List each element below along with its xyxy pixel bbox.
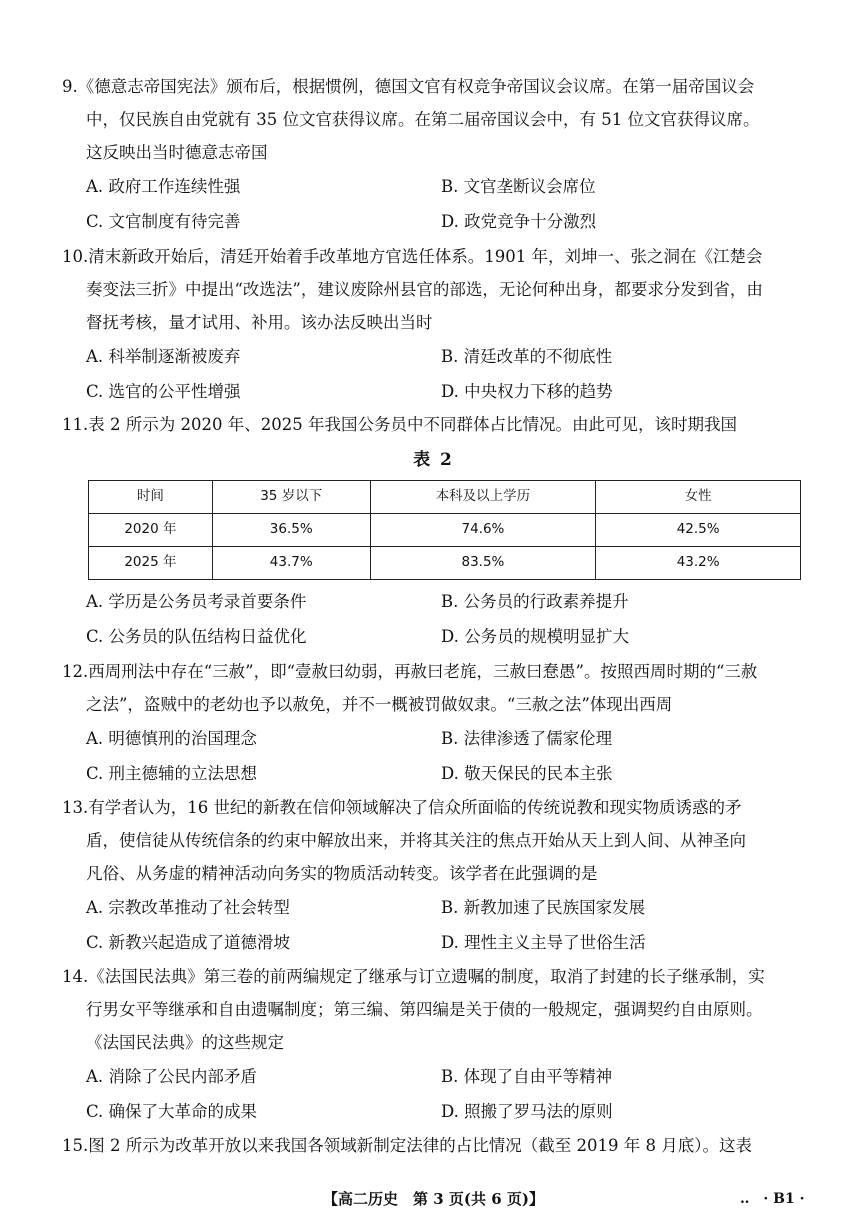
option-c: C. 新教兴起造成了道德滑坡 bbox=[86, 933, 291, 952]
question-stem-line: 10.清末新政开始后，清廷开始着手改革地方官选任体系。1901 年，刘坤一、张之洞在《江楚会 bbox=[62, 247, 763, 266]
table-header-cell: 本科及以上学历 bbox=[370, 481, 596, 514]
option-d: D. 公务员的规模明显扩大 bbox=[441, 627, 630, 646]
option-a: A. 学历是公务员考录首要条件 bbox=[86, 592, 307, 611]
question-stem-line: 11.表 2 所示为 2020 年、2025 年我国公务员中不同群体占比情况。由此可见，该时期我国 bbox=[62, 415, 737, 434]
option-c: C. 文官制度有待完善 bbox=[86, 212, 241, 231]
paper-code: ‥ · B1 · bbox=[740, 1191, 805, 1207]
option-d: D. 中央权力下移的趋势 bbox=[441, 382, 613, 401]
question-9 bbox=[62, 70, 802, 239]
option-a: A. 消除了公民内部矛盾 bbox=[86, 1067, 257, 1086]
option-b: B. 新教加速了民族国家发展 bbox=[441, 898, 646, 917]
option-b: B. 法律渗透了儒家伦理 bbox=[441, 729, 613, 748]
question-stem-line: 这反映出当时德意志帝国 bbox=[86, 143, 268, 162]
table-header-cell: 时间 bbox=[89, 481, 213, 514]
question-stem-line: 《法国民法典》的这些规定 bbox=[86, 1033, 284, 1052]
question-11-options bbox=[62, 584, 802, 654]
option-d: D. 政党竞争十分激烈 bbox=[441, 212, 597, 231]
table-2 bbox=[88, 480, 801, 580]
question-stem-line: 中，仅民族自由党就有 35 位文官获得议席。在第二届帝国议会中，有 51 位文官获得议席。 bbox=[86, 110, 760, 129]
option-b: B. 清廷改革的不彻底性 bbox=[441, 347, 613, 366]
table-cell: 83.5% bbox=[370, 547, 596, 580]
question-stem-line: 盾，使信徒从传统信条的约束中解放出来，并将其关注的焦点开始从天上到人间、从神圣向 bbox=[86, 831, 746, 850]
table-header-cell: 35 岁以下 bbox=[212, 481, 370, 514]
option-a: A. 宗教改革推动了社会转型 bbox=[86, 898, 290, 917]
question-15 bbox=[62, 1129, 802, 1162]
page-footer: 【高二历史 第 3 页(共 6 页)】 bbox=[323, 1190, 544, 1208]
question-12 bbox=[62, 655, 802, 791]
question-stem-line: 14.《法国民法典》第三卷的前两编规定了继承与订立遗嘱的制度，取消了封建的长子继承制，实 bbox=[62, 967, 765, 986]
question-stem-line: 之法”，盗贼中的老幼也予以赦免，并不一概被罚做奴隶。“三赦之法”体现出西周 bbox=[86, 695, 673, 714]
question-13 bbox=[62, 791, 802, 960]
table-header-row bbox=[89, 481, 801, 514]
question-stem-line: 9.《德意志帝国宪法》颁布后，根据惯例，德国文官有权竞争帝国议会议席。在第一届帝国议会 bbox=[62, 77, 755, 96]
option-a: A. 科举制逐渐被废弃 bbox=[86, 347, 241, 366]
table-cell: 42.5% bbox=[596, 514, 801, 547]
option-d: D. 照搬了罗马法的原则 bbox=[441, 1102, 613, 1121]
table-header-cell: 女性 bbox=[596, 481, 801, 514]
table-caption: 表 2 bbox=[413, 450, 454, 470]
question-stem-line: 奏变法三折》中提出“改选法”，建议废除州县官的部选，无论何种出身，都要求分发到省，由 bbox=[86, 280, 763, 299]
option-b: B. 体现了自由平等精神 bbox=[441, 1067, 613, 1086]
option-d: D. 理性主义主导了世俗生活 bbox=[441, 933, 646, 952]
table-row bbox=[89, 514, 801, 547]
option-d: D. 敬天保民的民本主张 bbox=[441, 764, 613, 783]
option-b: B. 文官垄断议会席位 bbox=[441, 177, 596, 196]
question-10 bbox=[62, 240, 802, 409]
option-a: A. 明德慎刑的治国理念 bbox=[86, 729, 257, 748]
question-stem-line: 督抚考核，量才试用、补用。该办法反映出当时 bbox=[86, 313, 433, 332]
option-c: C. 确保了大革命的成果 bbox=[86, 1102, 258, 1121]
option-b: B. 公务员的行政素养提升 bbox=[441, 592, 629, 611]
table-cell: 2025 年 bbox=[89, 547, 213, 580]
option-a: A. 政府工作连续性强 bbox=[86, 177, 241, 196]
table-row bbox=[89, 547, 801, 580]
option-c: C. 刑主德辅的立法思想 bbox=[86, 764, 258, 783]
question-stem-line: 12.西周刑法中存在“三赦”，即“壹赦曰幼弱，再赦曰老旄，三赦曰惷愚”。按照西周时期的“三赦 bbox=[62, 662, 758, 681]
question-stem-line: 凡俗、从务虚的精神活动向务实的物质活动转变。该学者在此强调的是 bbox=[86, 864, 598, 883]
question-stem-line: 15.图 2 所示为改革开放以来我国各领域新制定法律的占比情况（截至 2019 年 8 月底）。这表 bbox=[62, 1136, 752, 1155]
question-14 bbox=[62, 960, 802, 1129]
table-cell: 36.5% bbox=[212, 514, 370, 547]
table-cell: 2020 年 bbox=[89, 514, 213, 547]
option-c: C. 选官的公平性增强 bbox=[86, 382, 241, 401]
question-11 bbox=[62, 408, 802, 441]
question-stem-line: 行男女平等继承和自由遗嘱制度；第三编、第四编是关于债的一般规定，强调契约自由原则。 bbox=[86, 1000, 763, 1019]
option-c: C. 公务员的队伍结构日益优化 bbox=[86, 627, 307, 646]
table-cell: 74.6% bbox=[370, 514, 596, 547]
table-cell: 43.2% bbox=[596, 547, 801, 580]
table-cell: 43.7% bbox=[212, 547, 370, 580]
question-stem-line: 13.有学者认为，16 世纪的新教在信仰领域解决了信众所面临的传统说教和现实物质诱惑的矛 bbox=[62, 798, 742, 817]
